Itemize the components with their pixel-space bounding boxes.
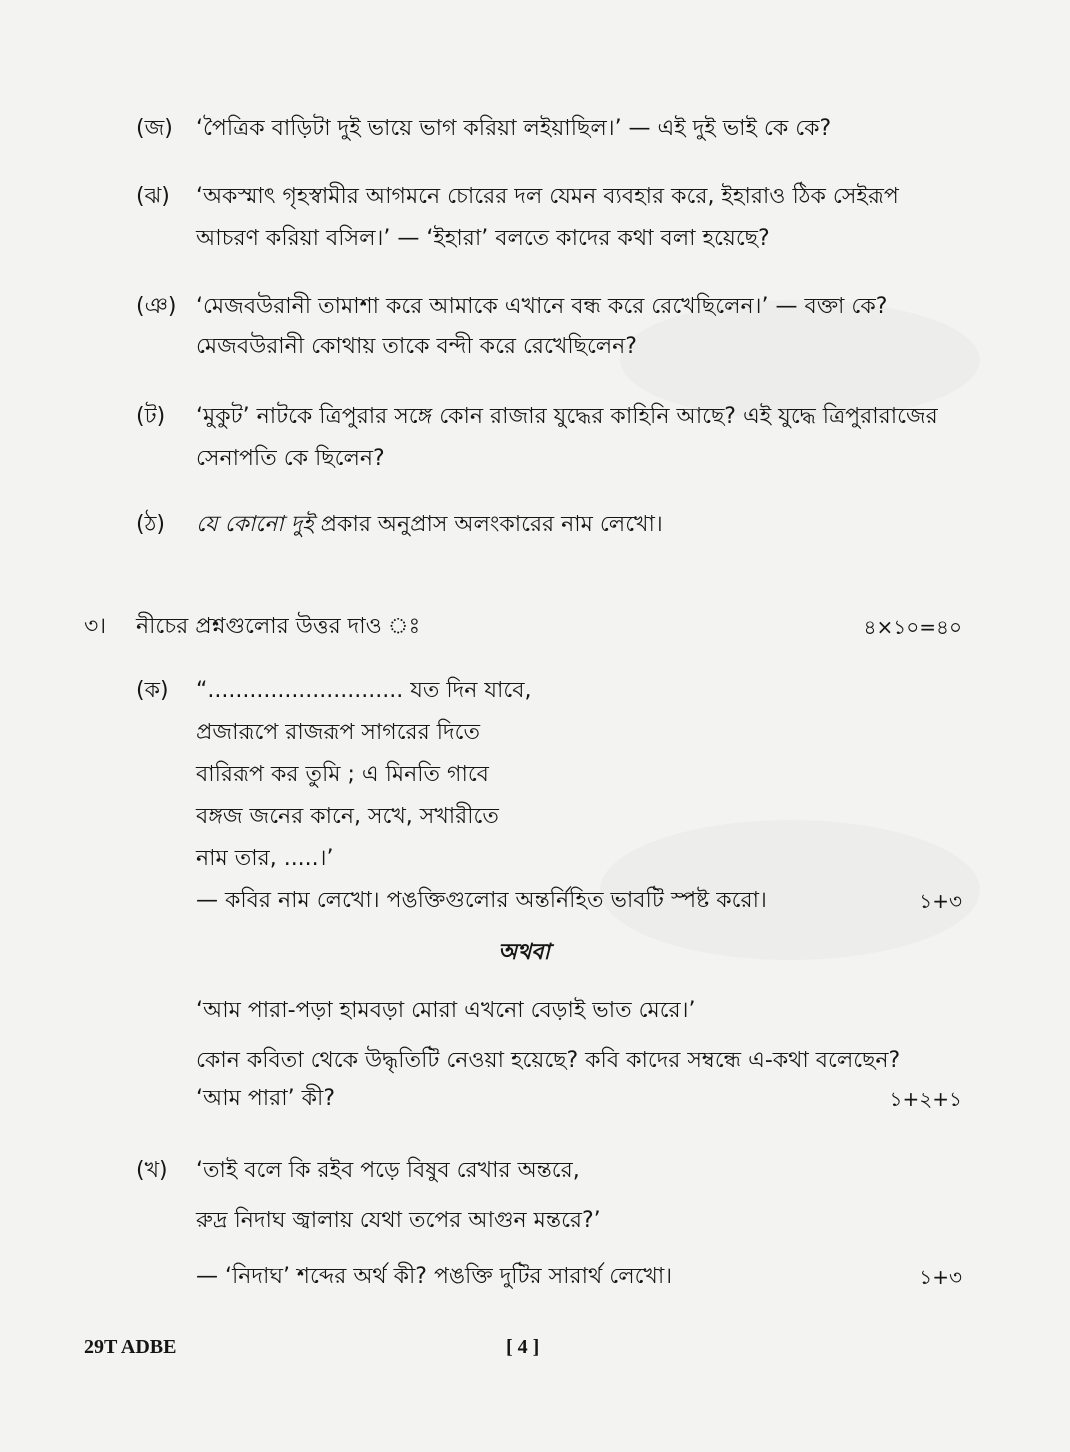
item-label: (খ): [136, 1158, 168, 1183]
emphasis-text: যে কোনো দুই: [196, 512, 314, 537]
question-text: ‘অকস্মাৎ গৃহস্বামীর আগমনে চোরের দল যেমন ব্যবহার করে, ইহারাও ঠিক সেইরূপ: [196, 184, 899, 209]
question-text: ‘মুকুট’ নাটকে ত্রিপুরার সঙ্গে কোন রাজার যুদ্ধের কাহিনি আছে? এই যুদ্ধে ত্রিপুরারাজের: [196, 404, 938, 429]
item-label: (জ): [136, 116, 173, 141]
poem-line: প্রজারূপে রাজরূপ সাগরের দিতে: [196, 720, 480, 745]
question-text: মেজবউরানী কোথায় তাকে বন্দী করে রেখেছিলেন?: [196, 334, 637, 359]
paper-code: 29T ADBE: [84, 1336, 177, 1358]
question-rest: প্রকার অনুপ্রাস অলংকারের নাম লেখো।: [313, 512, 663, 537]
poem-line: “............................ যত দিন যাবে,: [196, 678, 532, 703]
item-label: (ট): [136, 404, 166, 429]
question-text: আচরণ করিয়া বসিল।’ — ‘ইহারা’ বলতে কাদের কথা বলা হয়েছে?: [196, 226, 770, 251]
item-label: (ঠ): [136, 512, 165, 537]
page-number: [ 4 ]: [506, 1336, 540, 1358]
marks: ১+৩: [919, 1265, 962, 1289]
item-label: (ঞ): [136, 294, 177, 319]
item-label: (ঝ): [136, 184, 170, 209]
poem-line: বারিরূপ কর তুমি ; এ মিনতি গাবে: [196, 762, 489, 787]
poem-line: বঙ্গজ জনের কানে, সখে, সখারীতে: [196, 804, 499, 829]
question-text: সেনাপতি কে ছিলেন?: [196, 446, 385, 471]
question-number: ৩।: [84, 614, 107, 639]
marks: ১+২+১: [889, 1087, 962, 1111]
poem-line: রুদ্র নিদাঘ জ্বালায় যেথা তপের আগুন মন্তরে?’: [196, 1208, 601, 1233]
item-label: (ক): [136, 678, 169, 703]
poem-line: ‘তাই বলে কি রইব পড়ে বিষুব রেখার অন্তরে,: [196, 1158, 580, 1183]
question-instruction: নীচের প্রশ্নগুলোর উত্তর দাও ঃ: [136, 614, 421, 639]
question-text: ‘আম পারা’ কী?: [196, 1086, 336, 1111]
question-text: কোন কবিতা থেকে উদ্ধৃতিটি নেওয়া হয়েছে? কবি কাদের সম্বন্ধে এ-কথা বলেছেন?: [196, 1048, 901, 1073]
question-text: ‘পৈত্রিক বাড়িটা দুই ভায়ে ভাগ করিয়া লইয়াছিল।’ — এই দুই ভাই কে কে?: [196, 116, 832, 141]
marks-total: ৪×১০=৪০: [863, 615, 962, 639]
question-text: ‘মেজবউরানী তামাশা করে আমাকে এখানে বন্ধ করে রেখেছিলেন।’ — বক্তা কে?: [196, 294, 888, 319]
alt-quote: ‘আম পারা-পড়া হামবড়া মোরা এখনো বেড়াই ভাত মেরে।’: [196, 998, 696, 1023]
question-text: — কবির নাম লেখো। পঙক্তিগুলোর অন্তর্নিহিত ভাবটি স্পষ্ট করো।: [196, 888, 767, 913]
poem-line: নাম তার, .....।’: [196, 846, 334, 871]
marks: ১+৩: [919, 889, 962, 913]
question-text: — ‘নিদাঘ’ শব্দের অর্থ কী? পঙক্তি দুটির সারার্থ লেখো।: [196, 1264, 673, 1289]
or-divider: অথবা: [498, 940, 550, 965]
question-text: [196, 510, 663, 540]
